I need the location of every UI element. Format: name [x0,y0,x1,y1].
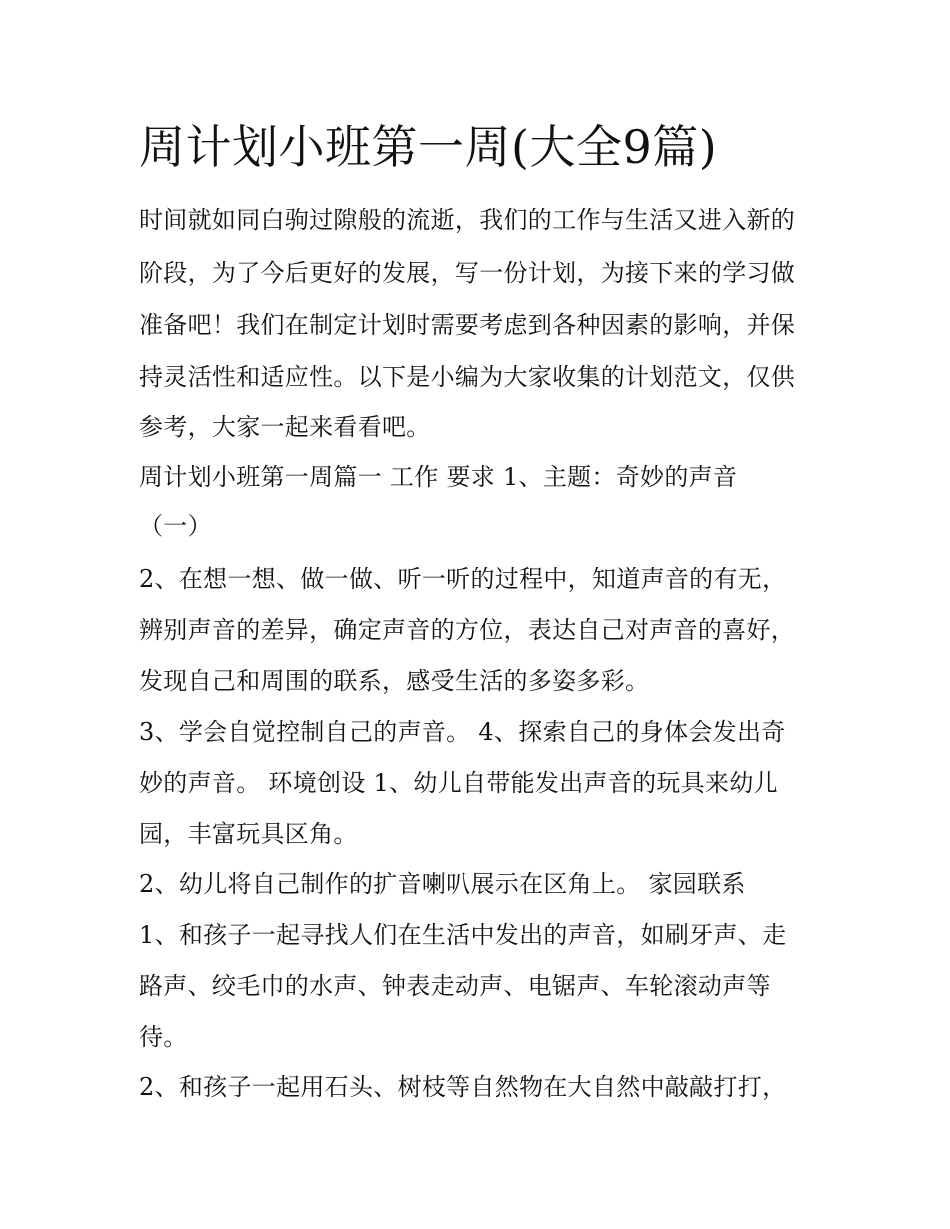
section-heading-line: 周计划小班第一周篇一 工作 要求 1、主题：奇妙的声音 [139,463,738,491]
body-line-8: 2、在想一想、做一做、听一听的过程中，知道声音的有无， [139,565,787,593]
body-line-5: 参考，大家一起来看看吧。 [139,413,431,441]
body-line-2: 阶段，为了今后更好的发展，写一份计划，为接下来的学习做 [139,259,796,287]
body-line-12: 妙的声音。 环境创设 1、幼儿自带能发出声音的玩具来幼儿 [139,769,778,797]
body-line-11: 3、学会自觉控制自己的声音。 4、探索自己的身体会发出奇 [139,718,786,746]
body-line-16: 路声、绞毛巾的水声、钟表走动声、电锯声、车轮滚动声等 [139,972,771,1000]
body-line-17: 待。 [139,1023,188,1051]
body-line-4: 持灵活性和适应性。以下是小编为大家收集的计划范文，仅供 [139,363,796,391]
body-line-15: 1、和孩子一起寻找人们在生活中发出的声音，如刷牙声、走 [139,921,787,949]
body-line-1: 时间就如同白驹过隙般的流逝，我们的工作与生活又进入新的 [139,206,796,234]
body-line-13: 园，丰富玩具区角。 [139,820,358,848]
body-line-10: 发现自己和周围的联系，感受生活的多姿多彩。 [139,667,650,695]
document-title: 周计划小班第一周(大全9篇) [139,120,718,174]
body-line-7: （一） [139,512,212,540]
body-line-18: 2、和孩子一起用石头、树枝等自然物在大自然中敲敲打打， [139,1073,787,1101]
body-line-9: 辨别声音的差异，确定声音的方位，表达自己对声音的喜好， [139,616,796,644]
body-line-14: 2、幼儿将自己制作的扩音喇叭展示在区角上。 家园联系 [139,870,746,898]
body-line-3: 准备吧！我们在制定计划时需要考虑到各种因素的影响，并保 [139,311,796,339]
